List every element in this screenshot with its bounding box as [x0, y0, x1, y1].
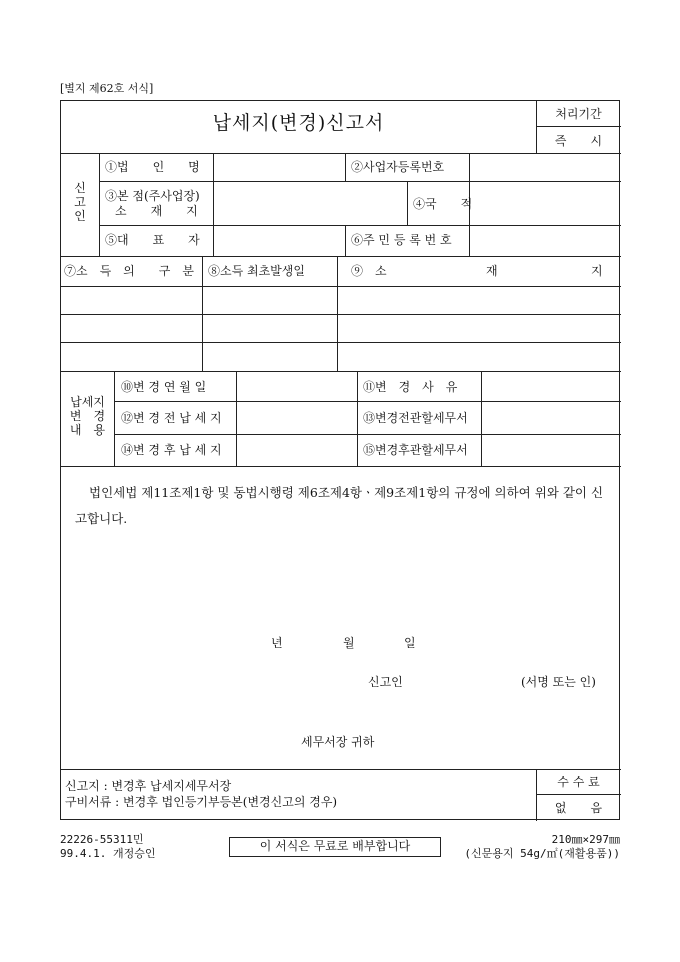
income-first-date-header: ⑧소득 최초발생일 [208, 264, 305, 278]
income-location-cells[interactable] [338, 287, 620, 371]
change-date-field[interactable] [237, 372, 357, 401]
prev-tax-office-field[interactable] [482, 402, 620, 434]
form-code: 22226-55311민 [60, 833, 144, 846]
nationality-label: ④국 적 [413, 197, 473, 211]
prev-tax-place-label: ⑫변 경 전 납 세 지 [121, 411, 222, 425]
change-date-label: ⑩변 경 연 월 일 [121, 380, 207, 394]
fee-value: 없 음 [554, 801, 603, 815]
representative-field[interactable] [214, 226, 345, 256]
prev-tax-office-label: ⑬변경전관할세무서 [363, 411, 468, 425]
new-tax-place-field[interactable] [237, 435, 357, 466]
head-office-label-2: 소 재 지 [115, 204, 198, 218]
change-reason-field[interactable] [482, 372, 620, 401]
income-type-header: ⑦소 득 의 구 분 [64, 264, 194, 278]
change-label-2: 변 경 [69, 409, 106, 423]
change-reason-label: ⑪변 경 사 유 [363, 380, 458, 394]
nationality-field[interactable] [470, 182, 620, 225]
business-reg-label: ②사업자등록번호 [351, 160, 445, 174]
location-header-c: 지 [591, 264, 603, 278]
resident-number-field[interactable] [470, 226, 620, 256]
required-documents-note: 구비서류 : 변경후 법인등기부등본(변경신고의 경우) [65, 795, 338, 809]
date-day-label: 일 [404, 636, 416, 650]
date-month-label: 월 [343, 636, 355, 650]
prev-tax-place-field[interactable] [237, 402, 357, 434]
new-tax-place-label: ⑭변 경 후 납 세 지 [121, 443, 222, 457]
corp-name-label: ①법 인 명 [105, 160, 200, 174]
new-tax-office-field[interactable] [482, 435, 620, 466]
form-number: [별지 제62호 서식] [60, 82, 154, 95]
change-label-1: 납세지 [70, 395, 105, 409]
representative-label: ⑤대 표 자 [105, 233, 200, 247]
approval-date: 99.4.1. 개정승인 [60, 847, 156, 860]
paper-spec: (신문용지 54g/㎡(재활용품)) [464, 847, 620, 860]
signature-area[interactable]: (서명 또는 인) [521, 675, 596, 689]
new-tax-office-label: ⑮변경후관할세무서 [363, 443, 468, 457]
paper-size: 210㎜×297㎜ [551, 833, 620, 846]
declarant-label-text: 신 고 인 [74, 181, 86, 223]
income-type-cells[interactable] [62, 287, 202, 371]
change-label-3: 내 용 [69, 423, 106, 437]
filing-office-note: 신고지 : 변경후 납세지세무서장 [65, 779, 232, 793]
income-date-cells[interactable] [203, 287, 337, 371]
declaration-statement: 법인세법 제11조제1항 및 동법시행령 제6조제4항ㆍ제9조제1항의 규정에 의하여 위와 같이 신고합니다. [75, 485, 604, 526]
head-office-label-1: ③본 점(주사업장) [105, 189, 200, 203]
addressee: 세무서장 귀하 [301, 735, 375, 749]
fee-label: 수 수 료 [557, 775, 600, 789]
processing-period-label: 처리기간 [555, 107, 602, 121]
processing-period-value: 즉 시 [554, 134, 603, 148]
page-title: 납세지(변경)신고서 [212, 112, 385, 134]
corp-name-field[interactable] [214, 154, 345, 181]
tax-place-report-form [60, 100, 620, 820]
head-office-address-field[interactable] [214, 182, 407, 225]
location-header-a: ⑨ 소 [351, 264, 387, 278]
resident-number-label: ⑥주 민 등 록 번 호 [351, 233, 452, 247]
business-reg-field[interactable] [470, 154, 620, 181]
declarant-section-label [61, 181, 99, 223]
location-header-b: 재 [486, 264, 498, 278]
signer-label: 신고인 [368, 675, 403, 689]
free-distribution-notice: 이 서식은 무료로 배부합니다 [229, 837, 441, 857]
date-year-label: 년 [271, 636, 283, 650]
